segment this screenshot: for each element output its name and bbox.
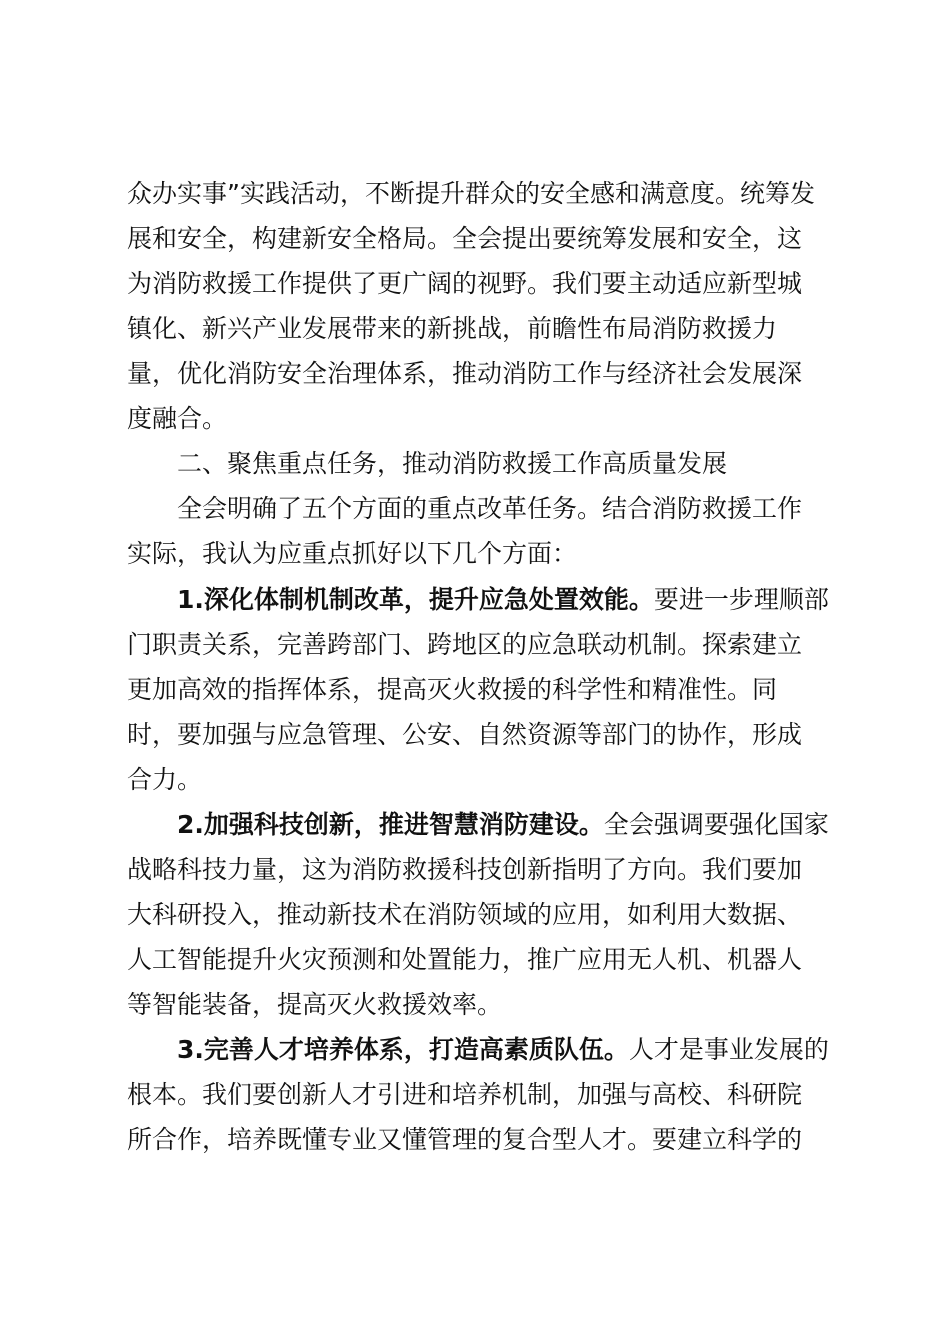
text-line: 全会明确了五个方面的重点改革任务。结合消防救援工作: [177, 494, 803, 523]
section-heading: 二、聚焦重点任务，推动消防救援工作高质量发展: [177, 449, 728, 478]
item-3-heading: 3.完善人才培养体系，打造高素质队伍。: [177, 1035, 629, 1064]
item-1-text: 要进一步理顺部: [653, 585, 829, 614]
text-line: 量，优化消防安全治理体系，推动消防工作与经济社会发展深: [127, 359, 803, 388]
text-line: 展和安全，构建新安全格局。全会提出要统筹发展和安全，这: [127, 224, 803, 253]
item-1-first-line: [177, 578, 882, 622]
text-line: 实际，我认为应重点抓好以下几个方面：: [127, 539, 578, 568]
text-line: 大科研投入，推动新技术在消防领域的应用，如利用大数据、: [127, 900, 803, 929]
item-2-text: 全会强调要强化国家: [603, 810, 829, 839]
item-2-heading: 2.加强科技创新，推进智慧消防建设。: [177, 810, 604, 839]
text-line: 合力。: [127, 765, 203, 794]
text-line: 战略科技力量，这为消防救援科技创新指明了方向。我们要加: [127, 855, 803, 884]
item-1-heading: 1.深化体制机制改革，提升应急处置效能。: [177, 585, 654, 614]
text-line: 为消防救援工作提供了更广阔的视野。我们要主动适应新型城: [127, 269, 803, 298]
text-line: 人工智能提升火灾预测和处置能力，推广应用无人机、机器人: [127, 945, 803, 974]
text-line: 度融合。: [127, 404, 228, 433]
text-line: 镇化、新兴产业发展带来的新挑战，前瞻性布局消防救援力: [127, 314, 778, 343]
item-3-text: 人才是事业发展的: [628, 1035, 829, 1064]
item-2-first-line: [177, 803, 882, 847]
item-3-first-line: [177, 1028, 882, 1072]
text-line: 所合作，培养既懂专业又懂管理的复合型人才。要建立科学的: [127, 1125, 803, 1154]
text-line: 根本。我们要创新人才引进和培养机制，加强与高校、科研院: [127, 1080, 803, 1109]
text-line: 时，要加强与应急管理、公安、自然资源等部门的协作，形成: [127, 720, 803, 749]
text-line: 门职责关系，完善跨部门、跨地区的应急联动机制。探索建立: [127, 630, 803, 659]
text-line: 更加高效的指挥体系，提高灭火救援的科学性和精准性。同: [127, 675, 778, 704]
text-line: 众办实事”实践活动，不断提升群众的安全感和满意度。统筹发: [127, 179, 815, 208]
text-line: 等智能装备，提高灭火救援效率。: [127, 990, 503, 1019]
